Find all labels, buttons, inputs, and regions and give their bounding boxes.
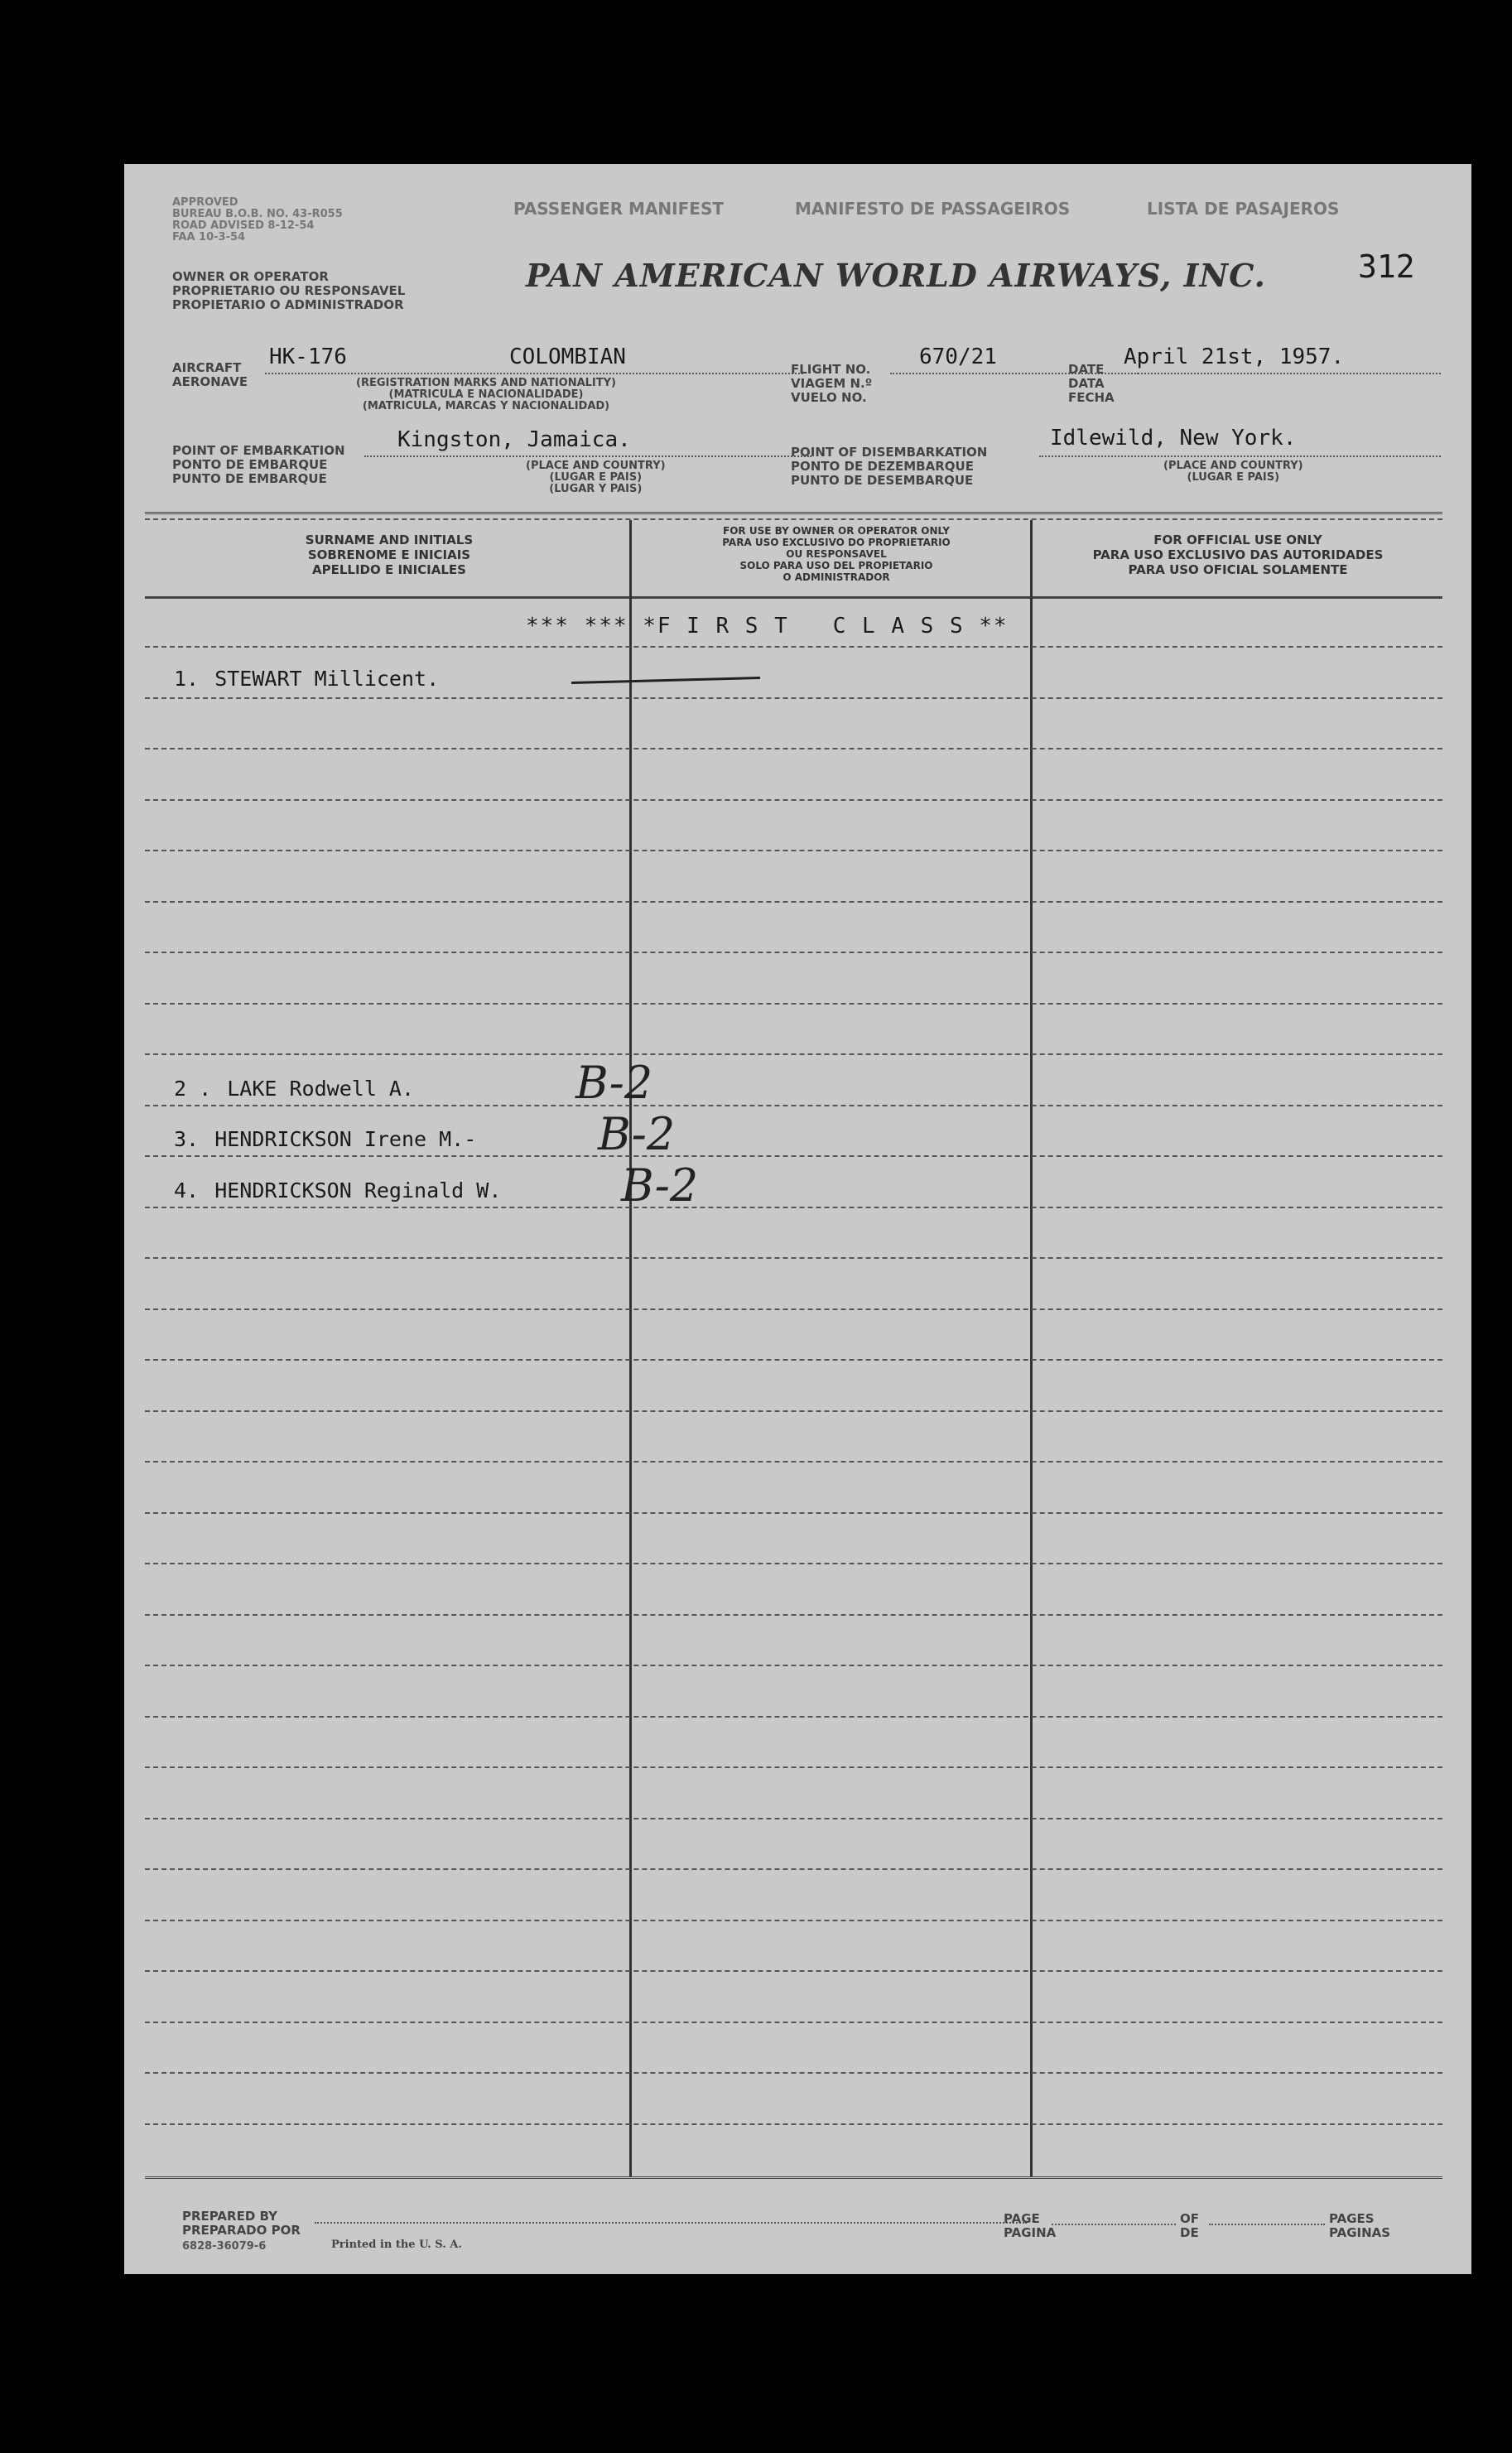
column-header-line: FOR OFFICIAL USE ONLY <box>1153 533 1322 547</box>
page-label <box>1004 2212 1056 2240</box>
caption-line: (MATRICULA E NACIONALIDADE) <box>388 388 584 401</box>
column-header-operator <box>638 525 1035 583</box>
date-label-line: DATA <box>1068 376 1105 391</box>
owner-label <box>172 270 405 312</box>
passenger-row <box>174 667 439 691</box>
passenger-number: 4. <box>174 1178 200 1202</box>
row-rule <box>145 1410 1442 1412</box>
caption-line: (LUGAR E PAIS) <box>549 471 643 484</box>
manifest-title-pt: MANIFESTO DE PASSAGEIROS <box>795 199 1071 219</box>
flight-number: 670/21 <box>919 345 997 369</box>
row-rule <box>145 1920 1442 1921</box>
row-rule <box>145 2022 1442 2023</box>
embarkation-label <box>172 444 345 486</box>
approval-line: ROAD ADVISED 8-12-54 <box>172 219 315 232</box>
passenger-number: 1. <box>174 667 200 691</box>
row-rule <box>145 1359 1442 1361</box>
row-rule <box>145 850 1442 851</box>
flight-label-line: FLIGHT NO. <box>791 362 871 377</box>
row-rule <box>145 1308 1442 1310</box>
column-header-line: APELLIDO E INICIALES <box>312 562 466 577</box>
table-header-rule <box>145 596 1442 599</box>
page-label-line: PAGE <box>1004 2211 1040 2226</box>
page-number: 312 <box>1358 248 1415 285</box>
passenger-name: LAKE Rodwell A. <box>227 1077 415 1101</box>
embarkation-label-line: PONTO DE EMBARQUE <box>172 457 328 472</box>
caption-line: (MATRICULA, MARCAS Y NACIONALIDAD) <box>362 400 610 412</box>
row-rule <box>145 1716 1442 1718</box>
row-rule <box>145 1207 1442 1208</box>
manifest-title-en: PASSENGER MANIFEST <box>513 199 724 219</box>
caption-line: (PLACE AND COUNTRY) <box>526 460 666 472</box>
pages-label <box>1329 2212 1390 2240</box>
passenger-row <box>174 1127 476 1151</box>
row-rule <box>145 1257 1442 1259</box>
column-header-line: PARA USO OFICIAL SOLAMENTE <box>1128 562 1348 577</box>
table-top-rule <box>145 512 1442 514</box>
owner-label-line: PROPIETARIO O ADMINISTRADOR <box>172 297 404 312</box>
embarkation-value: Kingston, Jamaica. <box>397 427 631 452</box>
stewart-pen-stroke <box>571 677 760 684</box>
row-rule <box>145 1105 1442 1106</box>
passenger-number: 2 . <box>174 1077 212 1101</box>
passenger-number: 3. <box>174 1127 200 1151</box>
embarkation-caption <box>526 460 666 495</box>
embarkation-label-line: PUNTO DE EMBARQUE <box>172 471 327 486</box>
disembarkation-value: Idlewild, New York. <box>1050 426 1297 451</box>
prepared-line: PREPARADO POR <box>182 2223 301 2238</box>
airline-name: PAN AMERICAN WORLD AIRWAYS, INC. <box>526 257 1266 294</box>
caption-line: (REGISTRATION MARKS AND NATIONALITY) <box>356 377 616 389</box>
approval-line: BUREAU B.O.B. NO. 43-R055 <box>172 208 343 220</box>
passenger-row <box>174 1178 501 1202</box>
manifest-title-es: LISTA DE PASAJEROS <box>1147 199 1340 219</box>
flight-label-line: VUELO NO. <box>791 390 867 405</box>
column-header-line: O ADMINISTRADOR <box>782 571 890 583</box>
row-rule <box>145 1665 1442 1666</box>
caption-line: (LUGAR Y PAIS) <box>549 483 643 495</box>
column-header-line: PARA USO EXCLUSIVO DAS AUTORIDADES <box>1092 547 1384 562</box>
column-header-official <box>1035 533 1441 577</box>
row-rule <box>145 901 1442 903</box>
embarkation-label-line: POINT OF EMBARKATION <box>172 443 345 458</box>
row-rule <box>145 1053 1442 1055</box>
caption-line: (LUGAR E PAIS) <box>1187 471 1280 484</box>
row-rule <box>145 1970 1442 1972</box>
passenger-name: STEWART Millicent. <box>214 667 440 691</box>
date-label <box>1068 363 1115 405</box>
passenger-note: B-2 <box>621 1159 699 1212</box>
row-rule <box>145 2072 1442 2074</box>
row-rule <box>145 1766 1442 1768</box>
aircraft-label-line: AERONAVE <box>172 374 248 389</box>
column-header-line: PARA USO EXCLUSIVO DO PROPRIETARIO <box>722 537 951 548</box>
table-top-rule-2 <box>145 518 1442 520</box>
aircraft-registration: HK-176 <box>269 345 347 369</box>
passenger-row <box>174 1077 414 1101</box>
column-header-line: OU RESPONSAVEL <box>786 548 887 560</box>
aircraft-label-line: AIRCRAFT <box>172 360 242 375</box>
row-rule <box>145 748 1442 749</box>
caption-line: (PLACE AND COUNTRY) <box>1163 460 1303 472</box>
owner-label-line: OWNER OR OPERATOR <box>172 269 329 284</box>
prepared-line: PREPARED BY <box>182 2209 277 2224</box>
row-rule <box>145 1461 1442 1463</box>
row-rule <box>145 1512 1442 1514</box>
disembarkation-label-line: POINT OF DISEMBARKATION <box>791 445 988 460</box>
disembarkation-label-line: PONTO DE DEZEMBARQUE <box>791 459 974 474</box>
column-header-line: SURNAME AND INITIALS <box>305 533 474 547</box>
of-label <box>1180 2212 1199 2240</box>
disembarkation-caption <box>1163 460 1303 484</box>
approval-block <box>172 197 343 243</box>
column-header-line: SOBRENOME E INICIAIS <box>307 547 471 562</box>
row-rule <box>145 1818 1442 1819</box>
row-rule <box>145 1003 1442 1005</box>
date-label-line: FECHA <box>1068 390 1115 405</box>
row-rule <box>145 1155 1442 1157</box>
flight-label <box>791 363 872 405</box>
row-rule <box>145 1868 1442 1870</box>
flight-label-line: VIAGEM N.º <box>791 376 873 391</box>
manifest-page <box>124 164 1471 2274</box>
aircraft-nationality: COLOMBIAN <box>509 345 626 369</box>
approval-line: FAA 10-3-54 <box>172 231 246 243</box>
owner-label-line: PROPRIETARIO OU RESPONSAVEL <box>172 283 406 298</box>
prepared-by-label <box>182 2210 301 2238</box>
row-rule <box>145 646 1442 648</box>
form-number: 6828-36079-6 <box>182 2240 267 2253</box>
row-rule <box>145 697 1442 699</box>
disembarkation-label <box>791 446 987 488</box>
date-label-line: DATE <box>1068 362 1105 377</box>
disembarkation-label-line: PUNTO DE DESEMBARQUE <box>791 473 974 488</box>
row-rule <box>145 952 1442 953</box>
column-divider <box>629 520 632 2176</box>
pages-label-line: PAGES <box>1329 2211 1375 2226</box>
registration-caption <box>356 378 616 412</box>
passenger-name: HENDRICKSON Reginald W. <box>214 1178 502 1202</box>
passenger-note: B-2 <box>575 1057 653 1109</box>
row-rule <box>145 1614 1442 1616</box>
passenger-note: B-2 <box>598 1108 676 1160</box>
printed-in: Printed in the U. S. A. <box>331 2239 462 2251</box>
row-rule <box>145 2123 1442 2125</box>
flight-date: April 21st, 1957. <box>1124 345 1345 369</box>
of-label-line: OF <box>1180 2211 1199 2226</box>
section-heading: *** *** *F I R S T C L A S S ** <box>526 614 1009 639</box>
aircraft-label <box>172 361 248 389</box>
passenger-name: HENDRICKSON Irene M.- <box>214 1127 477 1151</box>
approval-line: APPROVED <box>172 196 238 209</box>
pages-label-line: PAGINAS <box>1329 2225 1391 2240</box>
column-header-line: FOR USE BY OWNER OR OPERATOR ONLY <box>723 525 950 537</box>
column-header-line: SOLO PARA USO DEL PROPIETARIO <box>739 560 933 571</box>
row-rule <box>145 1563 1442 1564</box>
page-label-line: PAGINA <box>1004 2225 1057 2240</box>
row-rule <box>145 799 1442 801</box>
column-divider <box>1030 520 1033 2176</box>
of-label-line: DE <box>1180 2225 1199 2240</box>
column-header-surname <box>145 533 633 577</box>
table-bottom-rule <box>145 2176 1442 2179</box>
